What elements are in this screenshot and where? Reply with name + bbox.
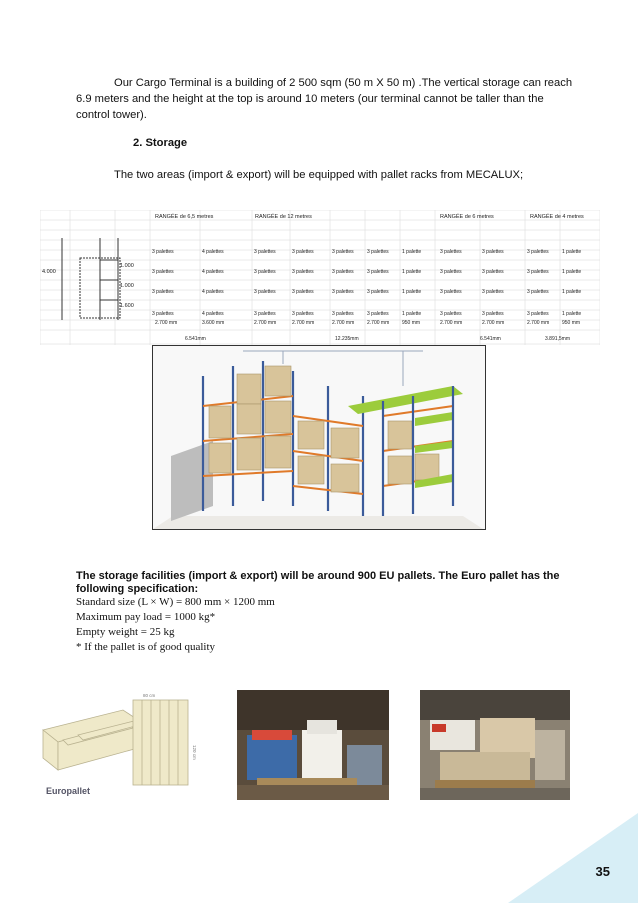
rack-cell: 3 palettes xyxy=(482,249,504,255)
pallet-width-label: 80 cm xyxy=(143,693,156,698)
rack-cell: 1 palette xyxy=(562,289,582,295)
rack-cell: 3 palettes xyxy=(254,289,276,295)
rack-layout-diagram xyxy=(40,210,600,345)
rack-cell: 3 palettes xyxy=(440,311,462,317)
rack-width: 2.700 mm xyxy=(367,320,390,326)
pallet-photo-2 xyxy=(420,690,570,800)
rack-cell: 3 palettes xyxy=(332,269,354,275)
height-label-1: 1.000 xyxy=(120,263,134,269)
rack-width: 2.700 mm xyxy=(155,320,178,326)
spec-standard-size: Standard size (L × W) = 800 mm × 1200 mm xyxy=(76,596,275,608)
spec-max-payload: Maximum pay load = 1000 kg* xyxy=(76,611,216,623)
europallet-diagram xyxy=(38,690,218,800)
rack-3d-image xyxy=(153,346,485,529)
rack-cell: 3 palettes xyxy=(482,269,504,275)
rack-cell: 3 palettes xyxy=(292,311,314,317)
pallet-length-label: 120 cm xyxy=(192,745,197,760)
rack-width: 950 mm xyxy=(402,320,421,326)
intro-line-2: 6.9 meters and the height at the top is around 10 meters (our terminal cannot be taller than the xyxy=(76,93,544,105)
intro-line-3: control tower). xyxy=(76,109,147,121)
rack-cell: 3 palettes xyxy=(367,249,389,255)
rack-cell: 3 palettes xyxy=(152,289,174,295)
rack-total: 12.235mm xyxy=(335,336,359,342)
rack-cell: 3 palettes xyxy=(332,249,354,255)
intro-paragraph xyxy=(76,75,576,123)
rack-cell: 3 palettes xyxy=(440,289,462,295)
height-label-2: 1.000 xyxy=(120,283,134,289)
rack-cell: 3 palettes xyxy=(482,289,504,295)
rack-width: 2.700 mm xyxy=(527,320,550,326)
rack-cell: 3 palettes xyxy=(254,249,276,255)
section-heading: 2. Storage xyxy=(133,137,188,149)
rack-width: 2.700 mm xyxy=(440,320,463,326)
rack-cell: 3 palettes xyxy=(292,289,314,295)
rack-widths-row xyxy=(155,320,580,326)
rack-width: 2.700 mm xyxy=(332,320,355,326)
rack-cell: 3 palettes xyxy=(292,269,314,275)
spec-heading: The storage facilities (import & export) will be around 900 EU pallets. The Euro pallet has the following specification: xyxy=(76,570,560,595)
rack-cell: 3 palettes xyxy=(332,289,354,295)
range-label-1: RANGÉE de 6,5 metres xyxy=(155,214,214,220)
rack-cell: 3 palettes xyxy=(332,311,354,317)
height-label-3: 1.600 xyxy=(120,303,134,309)
rack-cell: 1 palette xyxy=(562,249,582,255)
rack-totals-row xyxy=(185,336,570,342)
height-total-label: 4.000 xyxy=(42,269,56,275)
rack-cell: 1 palette xyxy=(402,269,422,275)
rack-cell: 1 palette xyxy=(562,269,582,275)
rack-width: 3.600 mm xyxy=(202,320,225,326)
rack-cell: 3 palettes xyxy=(152,311,174,317)
rack-cell: 1 palette xyxy=(402,249,422,255)
rack-cell: 3 palettes xyxy=(367,269,389,275)
rack-cell: 3 palettes xyxy=(254,269,276,275)
page-number: 35 xyxy=(595,864,610,879)
rack-total: 3.891,5mm xyxy=(545,336,571,342)
rack-cell: 3 palettes xyxy=(152,249,174,255)
rack-width: 950 mm xyxy=(562,320,581,326)
rack-cell: 1 palette xyxy=(562,311,582,317)
rack-cell: 3 palettes xyxy=(527,269,549,275)
pallet-photo-1 xyxy=(237,690,389,800)
range-label-2: RANGÉE de 12 metres xyxy=(255,214,312,220)
rack-cell: 1 palette xyxy=(402,311,422,317)
spec-list xyxy=(76,595,275,655)
rack-total: 6.541mm xyxy=(480,336,501,342)
rack-width: 2.700 mm xyxy=(254,320,277,326)
rack-row-4 xyxy=(152,311,581,317)
rack-total: 6.541mm xyxy=(185,336,206,342)
rack-cell: 4 palettes xyxy=(202,289,224,295)
rack-cell: 3 palettes xyxy=(482,311,504,317)
rack-cell: 3 palettes xyxy=(527,249,549,255)
intro-line-1: Our Cargo Terminal is a building of 2 500 sqm (50 m X 50 m) .The vertical storage can reach xyxy=(114,77,573,89)
rack-cell: 4 palettes xyxy=(202,249,224,255)
rack-cell: 3 palettes xyxy=(254,311,276,317)
range-label-4: RANGÉE de 4 metres xyxy=(530,214,584,220)
spec-footnote: * If the pallet is of good quality xyxy=(76,641,215,653)
rack-width: 2.700 mm xyxy=(482,320,505,326)
rack-cell: 4 palettes xyxy=(202,311,224,317)
rack-cell: 3 palettes xyxy=(152,269,174,275)
rack-cell: 3 palettes xyxy=(527,311,549,317)
rack-cell: 3 palettes xyxy=(527,289,549,295)
europallet-label: Europallet xyxy=(46,786,91,796)
rack-cell: 3 palettes xyxy=(367,289,389,295)
corner-decoration xyxy=(508,813,638,903)
rack-illustration xyxy=(152,345,486,530)
rack-cell: 3 palettes xyxy=(292,249,314,255)
rack-width: 2.700 mm xyxy=(292,320,315,326)
storage-paragraph: The two areas (import & export) will be equipped with pallet racks from MECALUX; xyxy=(114,169,524,181)
range-label-3: RANGÉE de 6 metres xyxy=(440,214,494,220)
rack-cell: 3 palettes xyxy=(440,249,462,255)
rack-cell: 1 palette xyxy=(402,289,422,295)
spec-empty-weight: Empty weight = 25 kg xyxy=(76,626,175,638)
rack-cell: 4 palettes xyxy=(202,269,224,275)
rack-cell: 3 palettes xyxy=(440,269,462,275)
rack-cell: 3 palettes xyxy=(367,311,389,317)
